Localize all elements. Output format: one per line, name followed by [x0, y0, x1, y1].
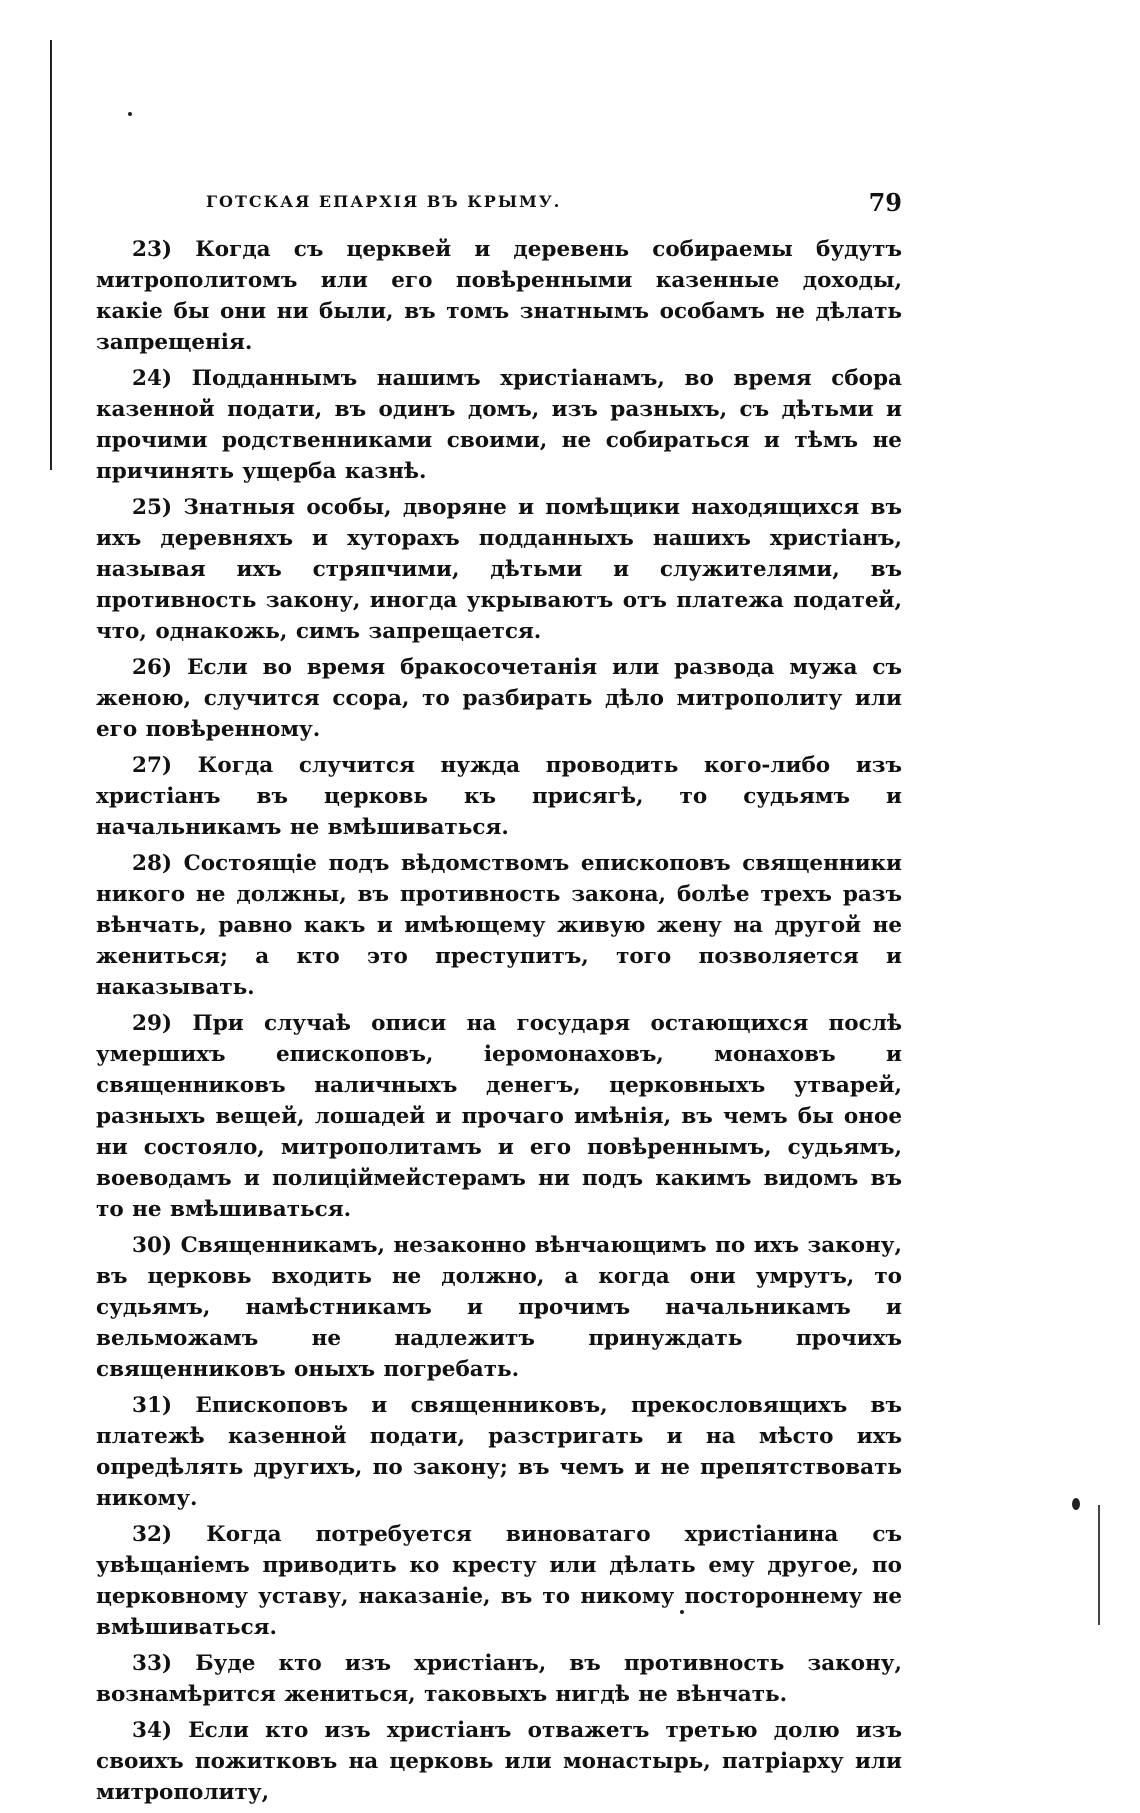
- paragraph-25: 25) Знатныя особы, дворяне и помѣщики находящихся въ ихъ деревняхъ и хуторахъ подданныхъ нашихъ христіанъ, называя ихъ стряпчими, дѣтьми и служителями, въ противность закону, иногда укрываютъ отъ платежа податей, что, однакожь, симъ запрещается.: [96, 495, 902, 644]
- running-head: [96, 188, 902, 222]
- paragraph-24: 24) Подданнымъ нашимъ христіанамъ, во время сбора казенной подати, въ одинъ домъ, изъ разныхъ, съ дѣтьми и прочими родственниками своими, не собираться и тѣмъ не причинять ущерба казнѣ.: [96, 366, 902, 484]
- paragraph-34: 34) Если кто изъ христіанъ отважетъ третью долю изъ своихъ пожитковъ на церковь или монастырь, патріарху или митрополиту,: [96, 1718, 902, 1805]
- paragraph-23: 23) Когда съ церквей и деревень собираемы будутъ митрополитомъ или его повѣренными казенные доходы, какіе бы они ни были, въ томъ знатнымъ особамъ не дѣлать запрещенія.: [96, 237, 902, 355]
- paragraph-29: 29) При случаѣ описи на государя остающихся послѣ умершихъ епископовъ, іеромонаховъ, монаховъ и священниковъ наличныхъ денегъ, церковныхъ утварей, разныхъ вещей, лошадей и прочаго имѣнія, въ чемъ бы оное ни состояло, митрополитамъ и его повѣреннымъ, судьямъ, воеводамъ и полиціймейстерамъ ни подъ какимъ видомъ въ то не вмѣшиваться.: [96, 1011, 902, 1222]
- paragraph-33: 33) Буде кто изъ христіанъ, въ противность закону, вознамѣрится жениться, таковыхъ нигдѣ не вѣнчать.: [96, 1651, 902, 1707]
- paragraph-30: 30) Священникамъ, незаконно вѣнчающимъ по ихъ закону, въ церковь входить не должно, а когда они умрутъ, то судьямъ, намѣстникамъ и прочимъ начальникамъ и вельможамъ не надлежитъ принуждать прочихъ священниковъ оныхъ погребать.: [96, 1233, 902, 1382]
- paragraph-27: 27) Когда случится нужда проводить кого-либо изъ христіанъ въ церковь къ присягѣ, то судьямъ и начальникамъ не вмѣшиваться.: [96, 753, 902, 840]
- book-page: [96, 188, 902, 1813]
- running-title: ГОТСКАЯ ЕПАРХІЯ ВЪ КРЫМУ.: [206, 192, 562, 211]
- paragraph-26: 26) Если во время бракосочетанія или развода мужа съ женою, случится ссора, то разбирать дѣло митрополиту или его повѣренному.: [96, 655, 902, 742]
- paragraph-31: 31) Епископовъ и священниковъ, прекословящихъ въ платежѣ казенной подати, разстригать и на мѣсто ихъ опредѣлять другихъ, по закону; въ чемъ и не препятствовать никому.: [96, 1393, 902, 1511]
- scan-speck: [1072, 1498, 1080, 1510]
- paragraph-28: 28) Состоящіе подъ вѣдомствомъ епископовъ священники никого не должны, въ противность закона, болѣе трехъ разъ вѣнчать, равно какъ и имѣющему живую жену на другой не жениться; а кто это преступитъ, того позволяется и наказывать.: [96, 851, 902, 1000]
- page-number: 79: [868, 188, 902, 217]
- scan-edge-line: [50, 40, 52, 470]
- paragraph-32: 32) Когда потребуется виноватаго христіанина съ увѣщаніемъ приводить ко кресту или дѣлать ему другое, по церковному уставу, наказаніе, въ то никому постороннему не вмѣшиваться.: [96, 1522, 902, 1640]
- scan-speck: [128, 112, 132, 116]
- scan-edge-line: [1098, 1505, 1100, 1625]
